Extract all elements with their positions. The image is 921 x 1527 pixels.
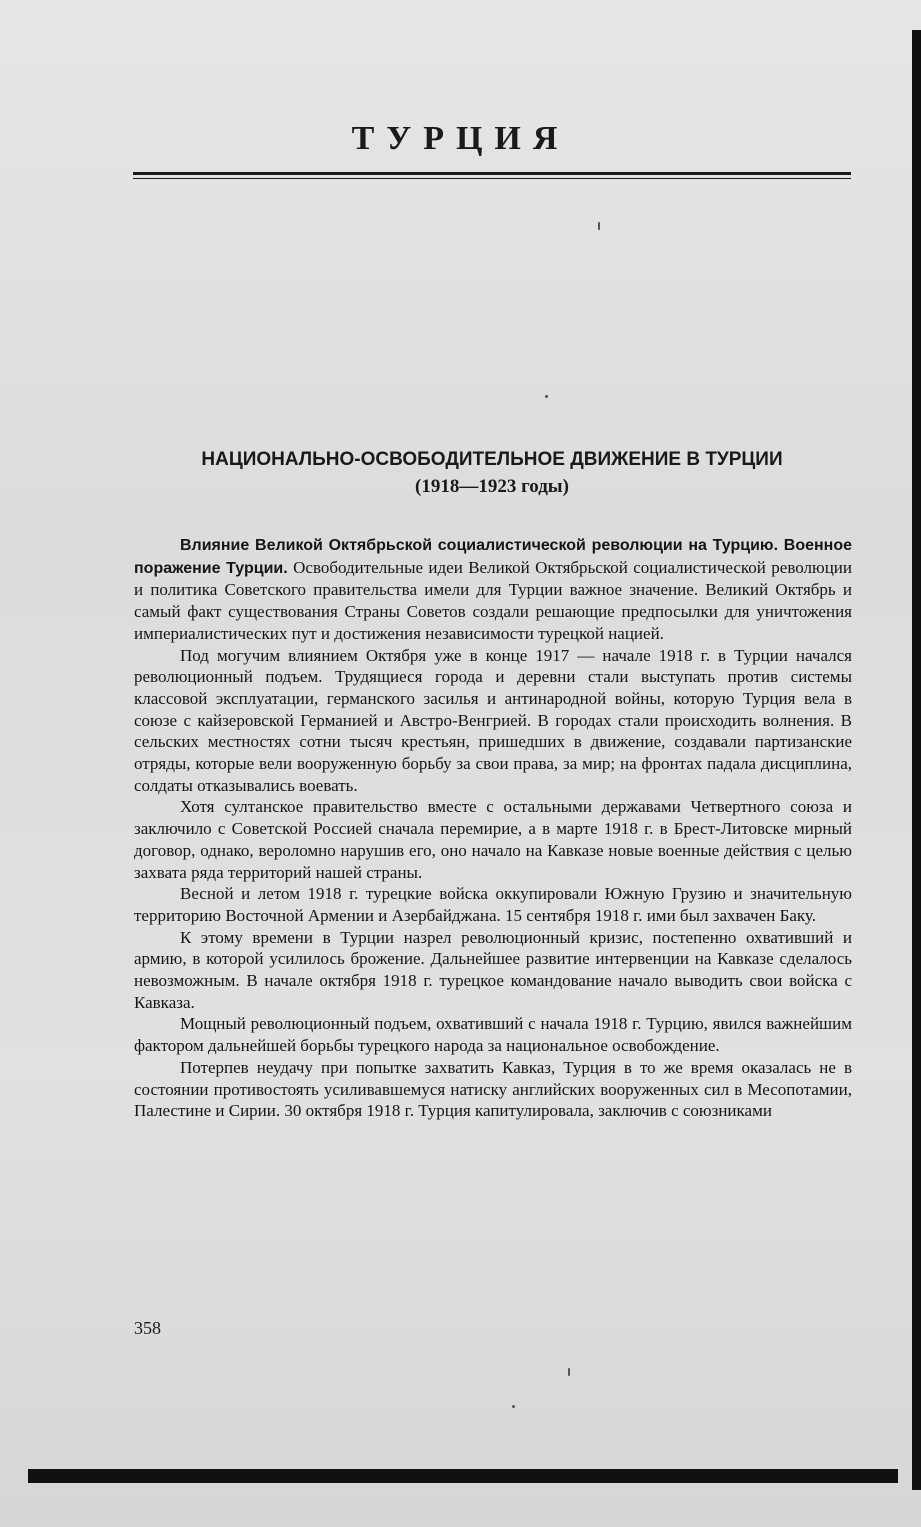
scan-speck	[545, 395, 548, 398]
page-number: 358	[134, 1318, 161, 1338]
scan-speck	[568, 1368, 570, 1376]
paragraph-2: Под могучим влиянием Октября уже в конце 1917 — начале 1918 г. в Турции начался революционный подъем. Трудящиеся города и деревни стали выступать против системы классовой эксплуатации, германского засилья и антинародной войны, которую Турция вела в союзе с кайзеровской Германией и Австро-Венгрией. В городах стали происходить волнения. В сельских местностях сотни тысяч крестьян, пришедших в движение, создавали партизанские отряды, которые вели вооруженную борьбу за свои права, за мир; на фронтах падала дисциплина, солдаты отказывались воевать.	[134, 645, 852, 795]
article-body	[134, 534, 852, 1122]
section-heading: НАЦИОНАЛЬНО-ОСВОБОДИТЕЛЬНОЕ ДВИЖЕНИЕ В ТУРЦИИ	[201, 449, 783, 470]
paragraph-1-text: Освободительные идеи Великой Октябрьской социалистической революции и политика Советского правительства имели для Турции важное значение. Великий Октябрь и самый факт существования Страны Советов создали решающие предпосылки для уничтожения империалистических пут и достижения независимости турецкой нацией.	[134, 557, 853, 643]
scan-speck	[598, 222, 600, 230]
scan-speck	[512, 1405, 515, 1408]
paragraph-3: Хотя султанское правительство вместе с остальными державами Четвертного союза и заключило с Советской Россией сначала перемирие, а в марте 1918 г. в Брест-Литовске мирный договор, однако, вероломно нарушив его, оно начало на Кавказе новые военные действия с целью захвата ряда территорий нашей страны.	[134, 797, 852, 882]
title-rule-thin	[133, 178, 851, 179]
title-rule-thick	[133, 172, 851, 175]
scan-edge-bottom	[28, 1469, 898, 1483]
chapter-title: ТУРЦИЯ	[351, 120, 570, 157]
paragraph-1	[134, 534, 852, 645]
lead-bold-heading: Влияние Великой Октябрьской социалистической революции на Турцию. Военное поражение Турции.	[134, 537, 852, 577]
paragraph-4: Весной и летом 1918 г. турецкие войска оккупировали Южную Грузию и значительную территорию Восточной Армении и Азербайджана. 15 сентября 1918 г. ими был захвачен Баку.	[134, 884, 852, 925]
paragraph-6: Мощный революционный подъем, охвативший с начала 1918 г. Турцию, явился важнейшим фактором дальнейшей борьбы турецкого народа за национальное освобождение.	[134, 1014, 852, 1056]
section-years: (1918—1923 годы)	[415, 476, 569, 497]
scan-edge-right	[912, 30, 921, 1490]
paragraph-5: К этому времени в Турции назрел революционный кризис, постепенно охвативший и армию, в которой усилилось брожение. Дальнейшее развитие интервенции на Кавказе сделалось невозможным. В начале октября 1918 г. турецкое командование начало выводить свои войска с Кавказа.	[134, 927, 852, 1012]
paragraph-7: Потерпев неудачу при попытке захватить Кавказ, Турция в то же время оказалась не в состоянии противостоять усиливавшемуся натиску английских вооруженных сил в Месопотамии, Палестине и Сирии. 30 октября 1918 г. Турция капитулировала, заключив с союзниками	[134, 1057, 852, 1121]
